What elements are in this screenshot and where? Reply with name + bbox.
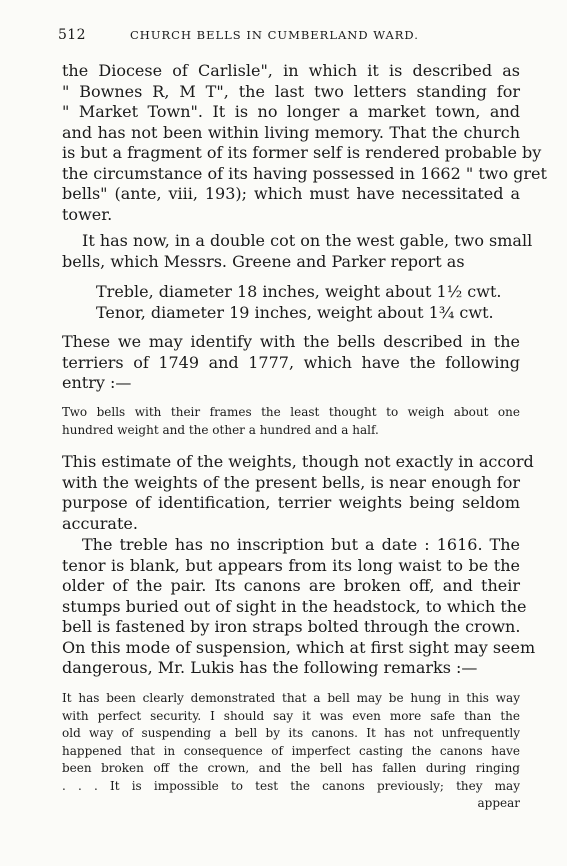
text-line: tenor is blank, but appears from its long waist to be the [62, 555, 520, 575]
page-number: 512 [58, 27, 86, 43]
text-line: and has not been within living memory. That the church [62, 122, 520, 142]
text-line: It has now, in a double cot on the west gable, two small [82, 231, 533, 250]
text-line: " Bownes R, M T", the last two letters standing for [62, 81, 520, 101]
text-line: bells, which Messrs. Greene and Parker report as [62, 251, 465, 271]
paragraph-3 [62, 332, 520, 394]
text-line: entry :— [62, 373, 132, 392]
page-header [58, 27, 528, 47]
text-line: is but a fragment of its former self is rendered probable by [62, 143, 542, 162]
text-line: dangerous, Mr. Lukis has the following remarks :— [62, 658, 478, 677]
text-line: hundred weight and the other a hundred and a half. [62, 422, 379, 437]
text-line: accurate. [62, 513, 138, 533]
paragraph-5 [62, 535, 536, 679]
text-line: older of the pair. Its canons are broken off, and their [62, 576, 520, 595]
paragraph-1 [62, 61, 547, 225]
text-line: stumps buried out of sight in the headstock, to which the [62, 596, 527, 616]
text-line: This estimate of the weights, though not exactly in accord [62, 452, 534, 471]
text-line: bell is fastened by iron straps bolted through the crown. [62, 617, 521, 636]
text-line: been broken off the crown, and the bell has fallen during ringing [62, 761, 520, 775]
text-line: with the weights of the present bells, is near enough for [62, 472, 520, 492]
bell-entry-tenor: Tenor, diameter 19 inches, weight about 1¾ cwt. [96, 302, 494, 322]
quotation-1 [62, 404, 520, 439]
text-line: The treble has no inscription but a date : 1616. The [82, 535, 520, 554]
text-line: These we may identify with the bells described in the [62, 332, 520, 351]
paragraph-4 [62, 452, 534, 534]
quotation-2 [62, 690, 520, 813]
text-line: On this mode of suspension, which at first sight may seem [62, 637, 536, 657]
text-line: with perfect security. I should say it was even more safe than the [62, 708, 520, 723]
bell-entry-treble: Treble, diameter 18 inches, weight about 1½ cwt. [96, 282, 502, 301]
text-line: . . . It is impossible to test the canons previously; they may [62, 778, 520, 793]
bell-list [62, 282, 520, 323]
text-line: old way of suspending a bell by its canons. It has not unfrequently [62, 726, 520, 740]
text-line: " Market Town". It is no longer a market town, and [62, 102, 520, 121]
text-line: terriers of 1749 and 1777, which have the following [62, 352, 520, 372]
catchword: appear [477, 796, 520, 810]
text-line: purpose of identification, terrier weights being seldom [62, 493, 520, 512]
text-line: tower. [62, 204, 113, 224]
paragraph-2 [62, 231, 533, 272]
text-line: the Diocese of Carlisle", in which it is described as [62, 61, 520, 80]
running-head: CHURCH BELLS IN CUMBERLAND WARD. [130, 28, 419, 42]
text-line: the circumstance of its having possessed in 1662 " two gret [62, 163, 547, 183]
text-line: It has been clearly demonstrated that a bell may be hung in this way [62, 691, 520, 705]
text-line: Two bells with their frames the least thought to weigh about one [62, 405, 520, 419]
text-line: happened that in consequence of imperfect casting the canons have [62, 743, 520, 758]
text-line: bells" (ante, viii, 193); which must have necessitated a [62, 184, 520, 203]
